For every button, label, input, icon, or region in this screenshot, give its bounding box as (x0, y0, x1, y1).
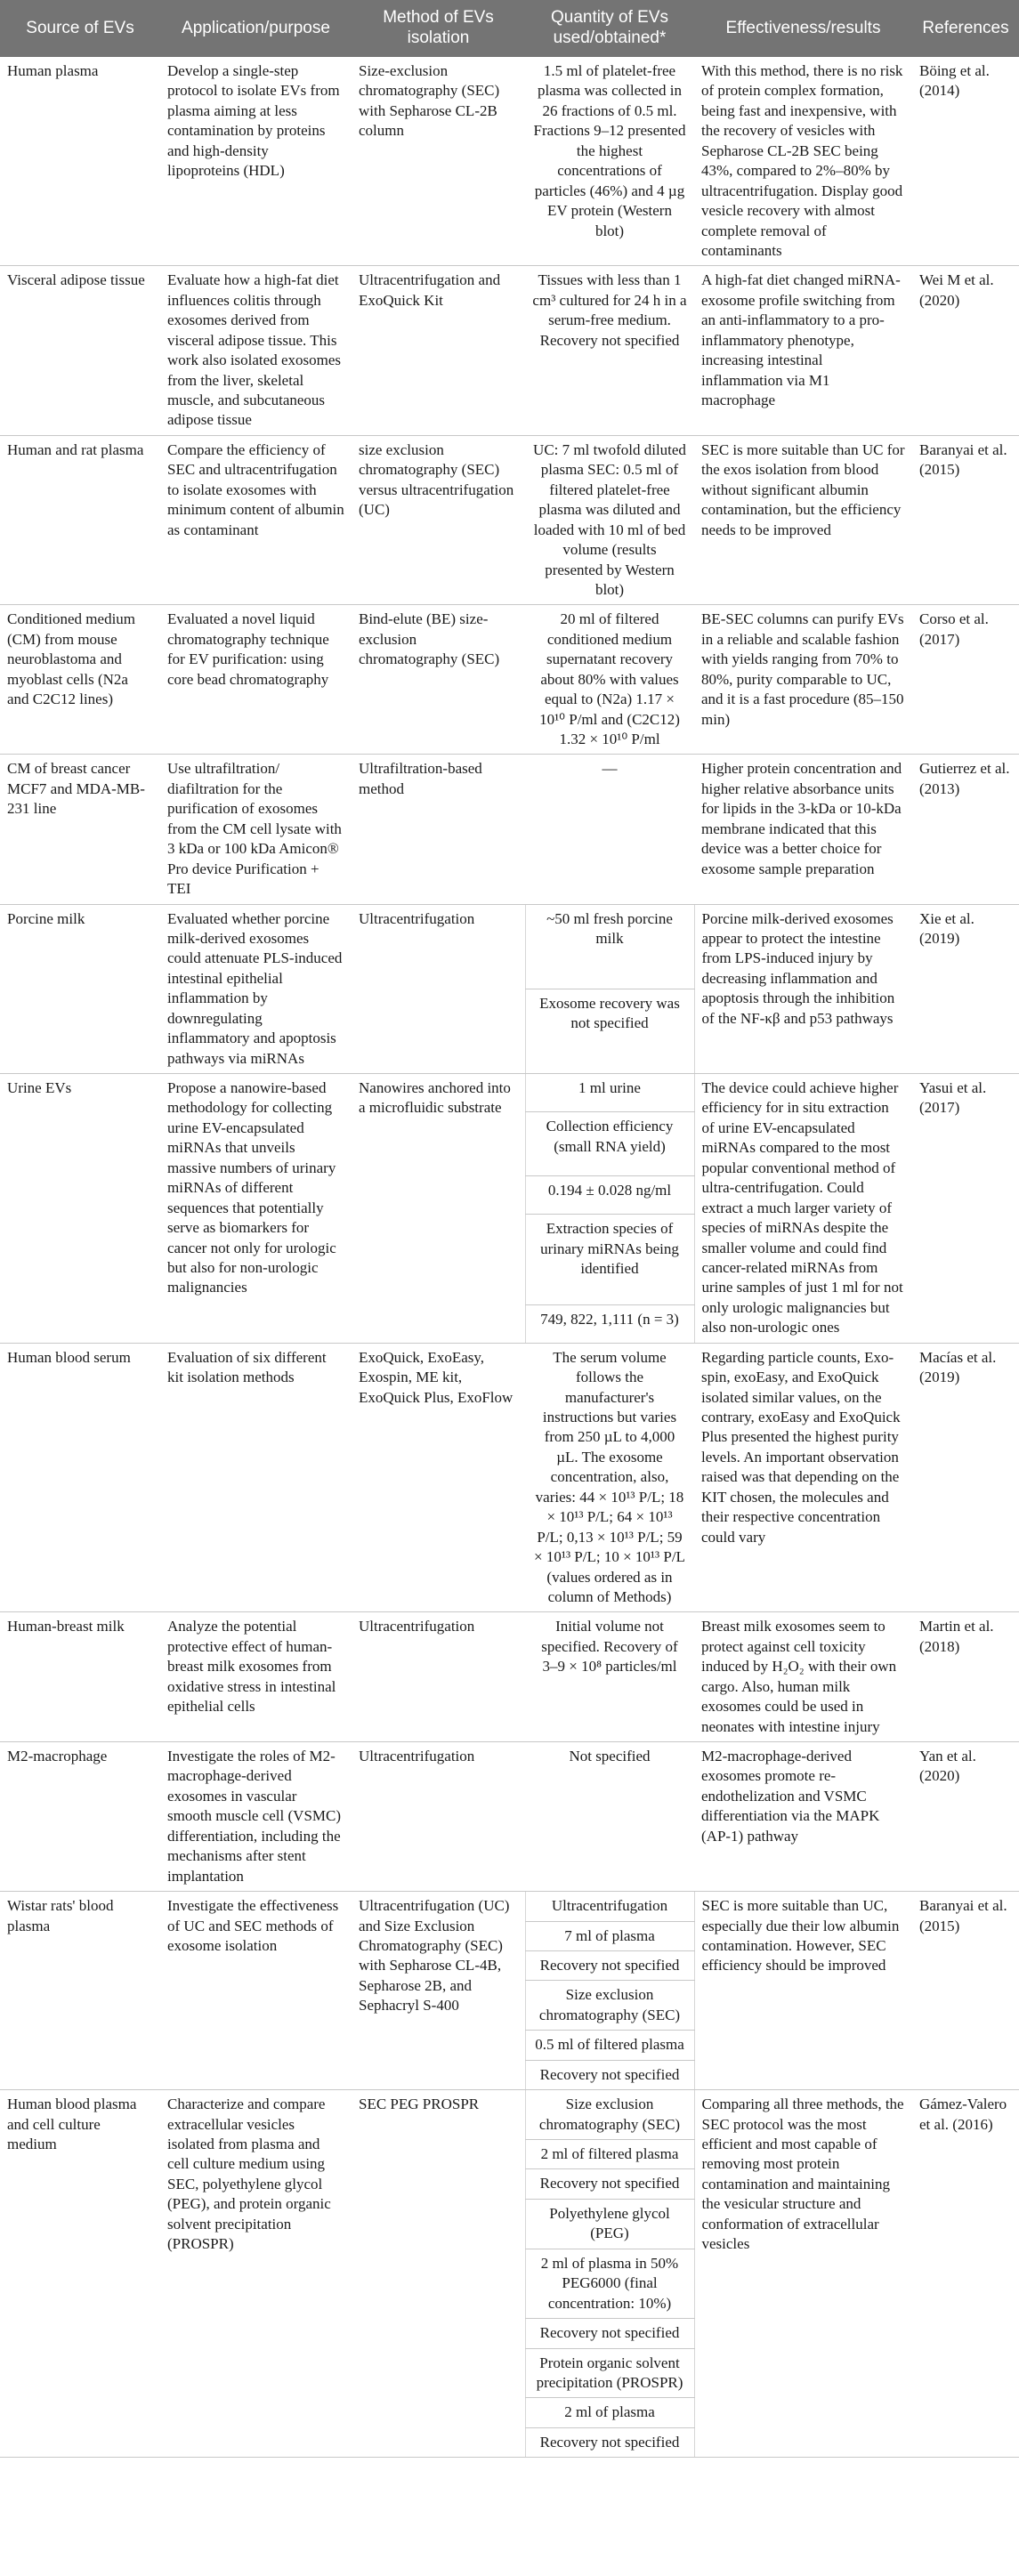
header-method: Method of EVs isolation (352, 0, 525, 57)
cell-quantity: Extraction species of urinary miRNAs being identified (525, 1215, 694, 1304)
header-row (0, 0, 1019, 57)
cell-effectiveness: M2-macrophage-derived exosomes promote re-endothelization and VSMC differentiation via the MAPK (AP-1) pathway (694, 1742, 912, 1892)
cell-quantity: Size exclusion chromatography (SEC) (525, 2090, 694, 2140)
table-row (0, 1343, 1019, 1612)
cell-quantity: Size exclusion chromatography (SEC) (525, 1981, 694, 2031)
cell-source: Human blood serum (0, 1343, 160, 1612)
table-row (0, 1742, 1019, 1892)
cell-purpose: Evaluated whether porcine milk-derived exosomes could attenuate PLS-induced intestinal epithelial inflammation by downregulating inflammatory and apoptosis pathways via miRNAs (160, 904, 352, 1074)
cell-source: Human-breast milk (0, 1612, 160, 1742)
cell-source: Human plasma (0, 57, 160, 266)
cell-effectiveness: Regarding particle counts, Exo-spin, exoEasy, and ExoQuick isolated similar values, on the contrary, exoEasy and ExoQuick Plus presented the highest purity levels. An important observation raised was that depending on the KIT chosen, the molecules and their respective concentration could vary (694, 1343, 912, 1612)
cell-quantity: Ultracentrifugation (525, 1892, 694, 1921)
cell-effectiveness: Comparing all three methods, the SEC protocol was the most efficient and most capable of removing most protein contamination and maintaining the vesicular structure and conformation of extracellular vesicles (694, 2090, 912, 2458)
cell-source: M2-macrophage (0, 1742, 160, 1892)
cell-purpose: Analyze the potential protective effect of human-breast milk exosomes from oxidative stress in intestinal epithelial cells (160, 1612, 352, 1742)
cell-purpose: Characterize and compare extracellular vesicles isolated from plasma and cell culture medium using SEC, polyethylene glycol (PEG), and protein organic solvent precipitation (PROSPR) (160, 2090, 352, 2458)
cell-reference: Yan et al. (2020) (912, 1742, 1019, 1892)
cell-effectiveness: A high-fat diet changed miRNA-exosome profile switching from an anti-inflammatory to a pro-inflammatory phenotype, increasing intestinal inflammation via M1 macrophage (694, 266, 912, 436)
cell-purpose: Evaluated a novel liquid chromatography technique for EV purification: using core bead chromatography (160, 605, 352, 755)
cell-method: ExoQuick, ExoEasy, Exospin, ME kit, ExoQuick Plus, ExoFlow (352, 1343, 525, 1612)
cell-quantity: UC: 7 ml twofold diluted plasma SEC: 0.5 ml of filtered platelet-free plasma was diluted and loaded with 10 ml of bed volume (results presented by Western blot) (525, 435, 694, 605)
table-row (0, 1892, 1019, 1921)
cell-quantity: Initial volume not specified. Recovery of 3–9 × 10⁸ particles/ml (525, 1612, 694, 1742)
header-references: References (912, 0, 1019, 57)
table-row (0, 1074, 1019, 1112)
cell-method: Ultrafiltration-based method (352, 755, 525, 904)
header-purpose: Application/purpose (160, 0, 352, 57)
cell-method: Ultracentrifugation (352, 904, 525, 1074)
cell-source: Human blood plasma and cell culture medium (0, 2090, 160, 2458)
cell-quantity: 2 ml of filtered plasma (525, 2140, 694, 2169)
cell-source: Visceral adipose tissue (0, 266, 160, 436)
cell-effectiveness: The device could achieve higher efficiency for in situ extraction of urine EV-encapsulated miRNAs compared to the most popular conventional method of ultra-centrifugation. Could extract a much larger variety of species of miRNAs despite the smaller volume and could find cancer-related miRNAs from urine samples of just 1 ml for not only urologic malignancies but also non-urologic ones (694, 1074, 912, 1344)
cell-source: Urine EVs (0, 1074, 160, 1344)
cell-quantity: Recovery not specified (525, 2427, 694, 2457)
table-row (0, 2090, 1019, 2140)
cell-quantity: ~50 ml fresh porcine milk (525, 904, 694, 989)
cell-method: Ultracentrifugation (352, 1742, 525, 1892)
cell-reference: Gutierrez et al. (2013) (912, 755, 1019, 904)
cell-purpose: Investigate the effectiveness of UC and SEC methods of exosome isolation (160, 1892, 352, 2090)
cell-method: size exclusion chromatography (SEC) versus ultracentrifugation (UC) (352, 435, 525, 605)
cell-quantity: Tissues with less than 1 cm³ cultured for 24 h in a serum-free medium. Recovery not specified (525, 266, 694, 436)
cell-quantity: Exosome recovery was not specified (525, 989, 694, 1073)
cell-quantity: — (525, 755, 694, 904)
cell-source: Porcine milk (0, 904, 160, 1074)
cell-method: Size-exclusion chromatography (SEC) with Sepharose CL-2B column (352, 57, 525, 266)
cell-quantity: Recovery not specified (525, 1950, 694, 1980)
cell-purpose: Develop a single-step protocol to isolate EVs from plasma aiming at less contamination by proteins and high-density lipoproteins (HDL) (160, 57, 352, 266)
cell-method: Ultracentrifugation and ExoQuick Kit (352, 266, 525, 436)
cell-quantity: 7 ml of plasma (525, 1921, 694, 1950)
cell-reference: Xie et al. (2019) (912, 904, 1019, 1074)
cell-quantity: Polyethylene glycol (PEG) (525, 2199, 694, 2249)
cell-reference: Martin et al. (2018) (912, 1612, 1019, 1742)
cell-quantity: 0.194 ± 0.028 ng/ml (525, 1176, 694, 1215)
cell-reference: Yasui et al. (2017) (912, 1074, 1019, 1344)
table-row (0, 266, 1019, 436)
cell-effectiveness: Porcine milk-derived exosomes appear to protect the intestine from LPS-induced injury by decreasing inflammation and apoptosis through the inhibition of the NF-κβ and p53 pathways (694, 904, 912, 1074)
cell-quantity: 749, 822, 1,111 (n = 3) (525, 1304, 694, 1343)
cell-purpose: Investigate the roles of M2-macrophage-derived exosomes in vascular smooth muscle cell (VSMC) differentiation, including the mechanisms after stent implantation (160, 1742, 352, 1892)
table-row (0, 755, 1019, 904)
table-row (0, 605, 1019, 755)
cell-quantity: The serum volume follows the manufacturer's instructions but varies from 250 µL to 4,000 µL. The exosome concentration, also, varies: 44 × 10¹³ P/L; 18 × 10¹³ P/L; 64 × 10¹³ P/L; 0,13 × 10¹³ P/L; 59 × 10¹³ P/L; 10 × 10¹³ P/L (values ordered as in column of Methods) (525, 1343, 694, 1612)
cell-quantity: Protein organic solvent precipitation (PROSPR) (525, 2348, 694, 2398)
cell-reference: Wei M et al. (2020) (912, 266, 1019, 436)
cell-method: SEC PEG PROSPR (352, 2090, 525, 2458)
cell-quantity: 2 ml of plasma (525, 2398, 694, 2427)
cell-purpose: Propose a nanowire-based methodology for collecting urine EV-encapsulated miRNAs that unveils massive numbers of urinary miRNAs of different sequences that potentially serve as biomarkers for cancer not only for urologic but also for non-urologic malignancies (160, 1074, 352, 1344)
cell-method: Nanowires anchored into a microfluidic substrate (352, 1074, 525, 1344)
cell-effectiveness: Higher protein concentration and higher relative absorbance units for lipids in the 3-kDa or 10-kDa membrane indicated that this device was a better choice for exosome sample preparation (694, 755, 912, 904)
header-source: Source of EVs (0, 0, 160, 57)
cell-quantity: Collection efficiency (small RNA yield) (525, 1112, 694, 1176)
cell-method: Ultracentrifugation (352, 1612, 525, 1742)
cell-quantity: Recovery not specified (525, 2169, 694, 2199)
table-row (0, 435, 1019, 605)
table-row (0, 57, 1019, 266)
cell-reference: Baranyai et al. (2015) (912, 1892, 1019, 2090)
cell-reference: Corso et al. (2017) (912, 605, 1019, 755)
cell-reference: Böing et al. (2014) (912, 57, 1019, 266)
cell-purpose: Evaluation of six different kit isolation methods (160, 1343, 352, 1612)
cell-source: CM of breast cancer MCF7 and MDA-MB-231 line (0, 755, 160, 904)
cell-method: Bind-elute (BE) size-exclusion chromatography (SEC) (352, 605, 525, 755)
cell-quantity: Recovery not specified (525, 2319, 694, 2348)
cell-source: Conditioned medium (CM) from mouse neuroblastoma and myoblast cells (N2a and C2C12 lines) (0, 605, 160, 755)
cell-effectiveness: Breast milk exosomes seem to protect against cell toxicity induced by H₂O₂ with their own cargo. Also, human milk exosomes could be used in neonates with intestine injury (694, 1612, 912, 1742)
cell-effectiveness: SEC is more suitable than UC for the exos isolation from blood without significant albumin contamination, but the efficiency needs to be improved (694, 435, 912, 605)
table-body (0, 57, 1019, 2458)
cell-source: Wistar rats' blood plasma (0, 1892, 160, 2090)
table-row (0, 1612, 1019, 1742)
table-row (0, 904, 1019, 989)
cell-quantity: 2 ml of plasma in 50% PEG6000 (final concentration: 10%) (525, 2249, 694, 2318)
cell-quantity: 20 ml of filtered conditioned medium supernatant recovery about 80% with values equal to (N2a) 1.17 × 10¹⁰ P/ml and (C2C12) 1.32 × 10¹⁰ P/ml (525, 605, 694, 755)
cell-quantity: Recovery not specified (525, 2060, 694, 2089)
cell-reference: Baranyai et al. (2015) (912, 435, 1019, 605)
cell-reference: Macías et al. (2019) (912, 1343, 1019, 1612)
header-effectiveness: Effectiveness/results (694, 0, 912, 57)
cell-quantity: Not specified (525, 1742, 694, 1892)
cell-source: Human and rat plasma (0, 435, 160, 605)
cell-effectiveness: With this method, there is no risk of protein complex formation, being fast and inexpensive, with the recovery of vesicles with Sepharose CL-2B SEC being 43%, compared to 2%–80% by ultracentrifugation. Display good vesicle recovery with almost complete removal of contaminants (694, 57, 912, 266)
cell-quantity: 1.5 ml of platelet-free plasma was collected in 26 fractions of 0.5 ml. Fractions 9–12 presented the highest concentrations of particles (46%) and 4 µg EV protein (Western blot) (525, 57, 694, 266)
cell-effectiveness: BE-SEC columns can purify EVs in a reliable and scalable fashion with yields ranging from 70% to 80%, purity comparable to UC, and it is a fast procedure (85–150 min) (694, 605, 912, 755)
cell-method: Ultracentrifugation (UC) and Size Exclusion Chromatography (SEC) with Sepharose CL-4B, Sepharose 2B, and Sephacryl S-400 (352, 1892, 525, 2090)
cell-quantity: 0.5 ml of filtered plasma (525, 2031, 694, 2060)
cell-purpose: Evaluate how a high-fat diet influences colitis through exosomes derived from visceral adipose tissue. This work also isolated exosomes from the liver, skeletal muscle, and subcutaneous adipose tissue (160, 266, 352, 436)
header-quantity: Quantity of EVs used/obtained* (525, 0, 694, 57)
cell-effectiveness: SEC is more suitable than UC, especially due their low albumin contamination. However, SEC efficiency should be improved (694, 1892, 912, 2090)
cell-quantity: 1 ml urine (525, 1074, 694, 1112)
cell-purpose: Compare the efficiency of SEC and ultracentrifugation to isolate exosomes with minimum content of albumin as contaminant (160, 435, 352, 605)
cell-purpose: Use ultrafiltration/ diafiltration for the purification of exosomes from the CM cell lysate with 3 kDa or 100 kDa Amicon® Pro device Purification + TEI (160, 755, 352, 904)
cell-reference: Gámez-Valero et al. (2016) (912, 2090, 1019, 2458)
